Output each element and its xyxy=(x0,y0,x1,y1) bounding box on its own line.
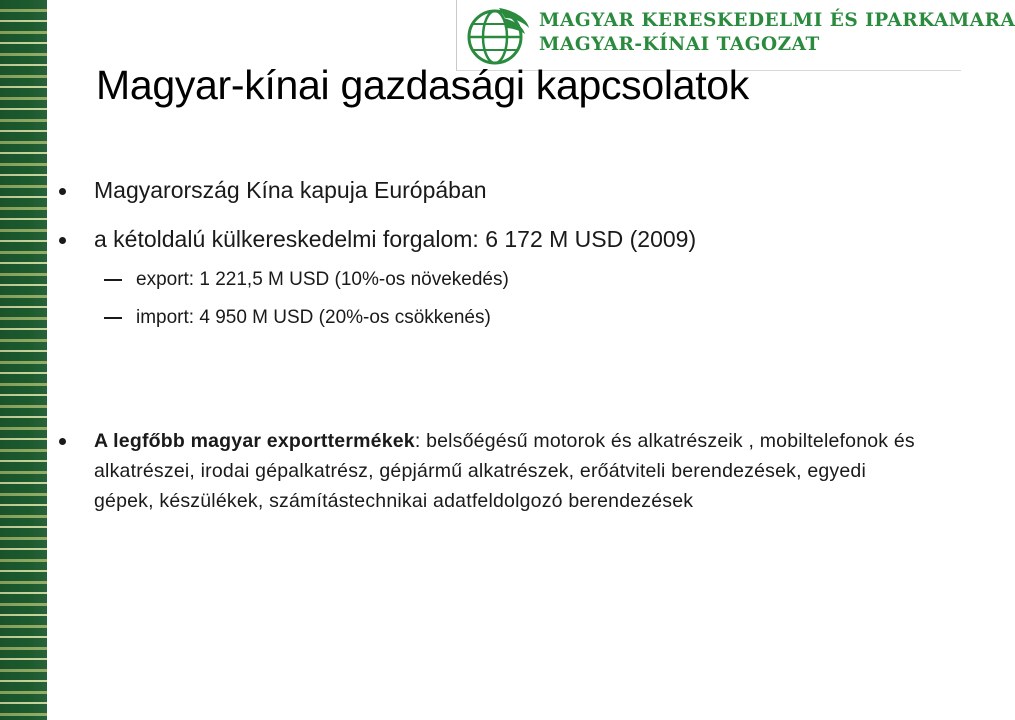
bullet-text: Magyarország Kína kapuja Európában xyxy=(94,177,487,203)
dash-icon xyxy=(104,317,122,319)
paragraph-bold-lead: A legfőbb magyar exporttermékek xyxy=(94,430,415,452)
dash-icon xyxy=(104,279,122,281)
paragraph-rest: : belsőégésű motorok és alkatrészeik , mobiltelefonok és alkatrészei, irodai gépalkatrész, gépjármű alkatrészek, erőátviteli berendezések, egyedi gépek, készülékek, számítástechnikai adatfeldolgozó berendezések xyxy=(94,430,915,512)
paragraph-text xyxy=(94,426,916,516)
chamber-logo xyxy=(456,0,1015,71)
sub-bullet-text: export: 1 221,5 M USD (10%-os növekedés) xyxy=(136,269,509,290)
globe-logo-icon xyxy=(465,4,531,66)
bullet-dot-icon xyxy=(59,237,66,244)
export-products-paragraph xyxy=(56,426,916,516)
bullet-dot-icon xyxy=(59,438,66,445)
bullet-dot-icon xyxy=(59,188,66,195)
stripe-shade xyxy=(0,0,47,720)
slide-title: Magyar-kínai gazdasági kapcsolatok xyxy=(96,62,749,108)
logo-line-section: MAGYAR-KÍNAI TAGOZAT xyxy=(539,34,820,55)
bullet-text: a kétoldalú külkereskedelmi forgalom: 6 172 M USD (2009) xyxy=(94,226,697,252)
logo-line-chamber: MAGYAR KERESKEDELMI ÉS IPARKAMARA xyxy=(539,10,1015,31)
sub-bullet-text: import: 4 950 M USD (20%-os csökkenés) xyxy=(136,307,491,328)
